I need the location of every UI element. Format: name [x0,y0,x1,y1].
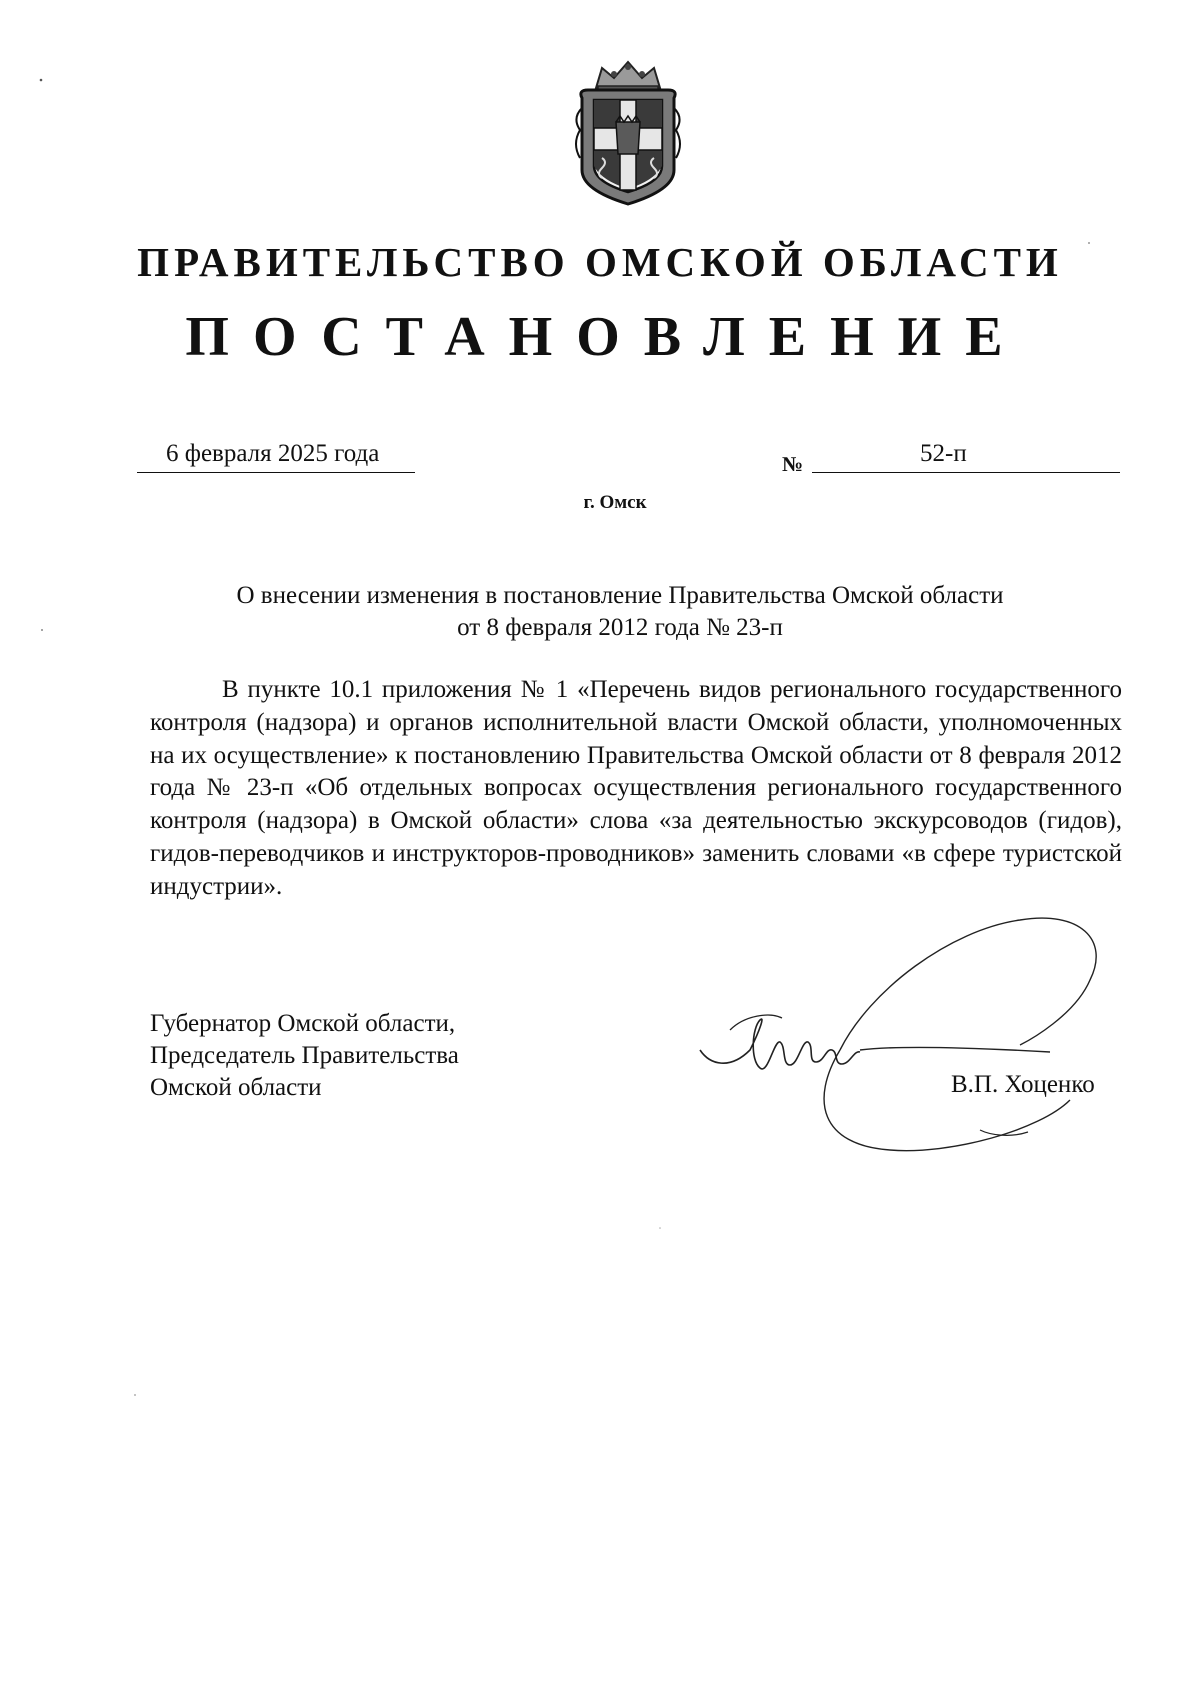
position-line-3: Омской области [150,1074,322,1101]
document-subject [150,580,1090,644]
handwritten-signature [690,900,1130,1160]
signatory-name: В.П. Хоценко [951,1071,1095,1098]
position-line-1: Губернатор Омской области, [150,1010,456,1037]
body-paragraph: В пункте 10.1 приложения № 1 «Перечень видов регионального государственного контроля (надзора) и органов исполнительной власти Омской области, уполномоченных на их осуществление» к постановлению Правительства Омской области от 8 февраля 2012 года № 23-п «Об отдельных вопросах осуществления регионального государственного контроля (надзора) в Омской области» слова «за деятельностью экскурсоводов (гидов), гидов-переводчиков и инструкторов-проводников» заменить словами «в сфере туристской индустрии». [150,676,1122,900]
document-number: 52-п [920,440,967,467]
subject-line-2: от 8 февраля 2012 года № 23-п [457,614,783,641]
document-date: 6 февраля 2025 года [166,440,380,467]
number-sign: № [782,452,804,476]
signatory-position [150,1008,459,1104]
document-type-heading: ПОСТАНОВЛЕНИЕ [185,306,1027,368]
subject-line-1: О внесении изменения в постановление Правительства Омской области [236,582,1004,609]
omsk-coat-of-arms-icon [568,58,688,208]
position-line-2: Председатель Правительства [150,1042,459,1069]
government-title: ПРАВИТЕЛЬСТВО ОМСКОЙ ОБЛАСТИ [137,239,1063,285]
city-label: г. Омск [583,492,647,513]
